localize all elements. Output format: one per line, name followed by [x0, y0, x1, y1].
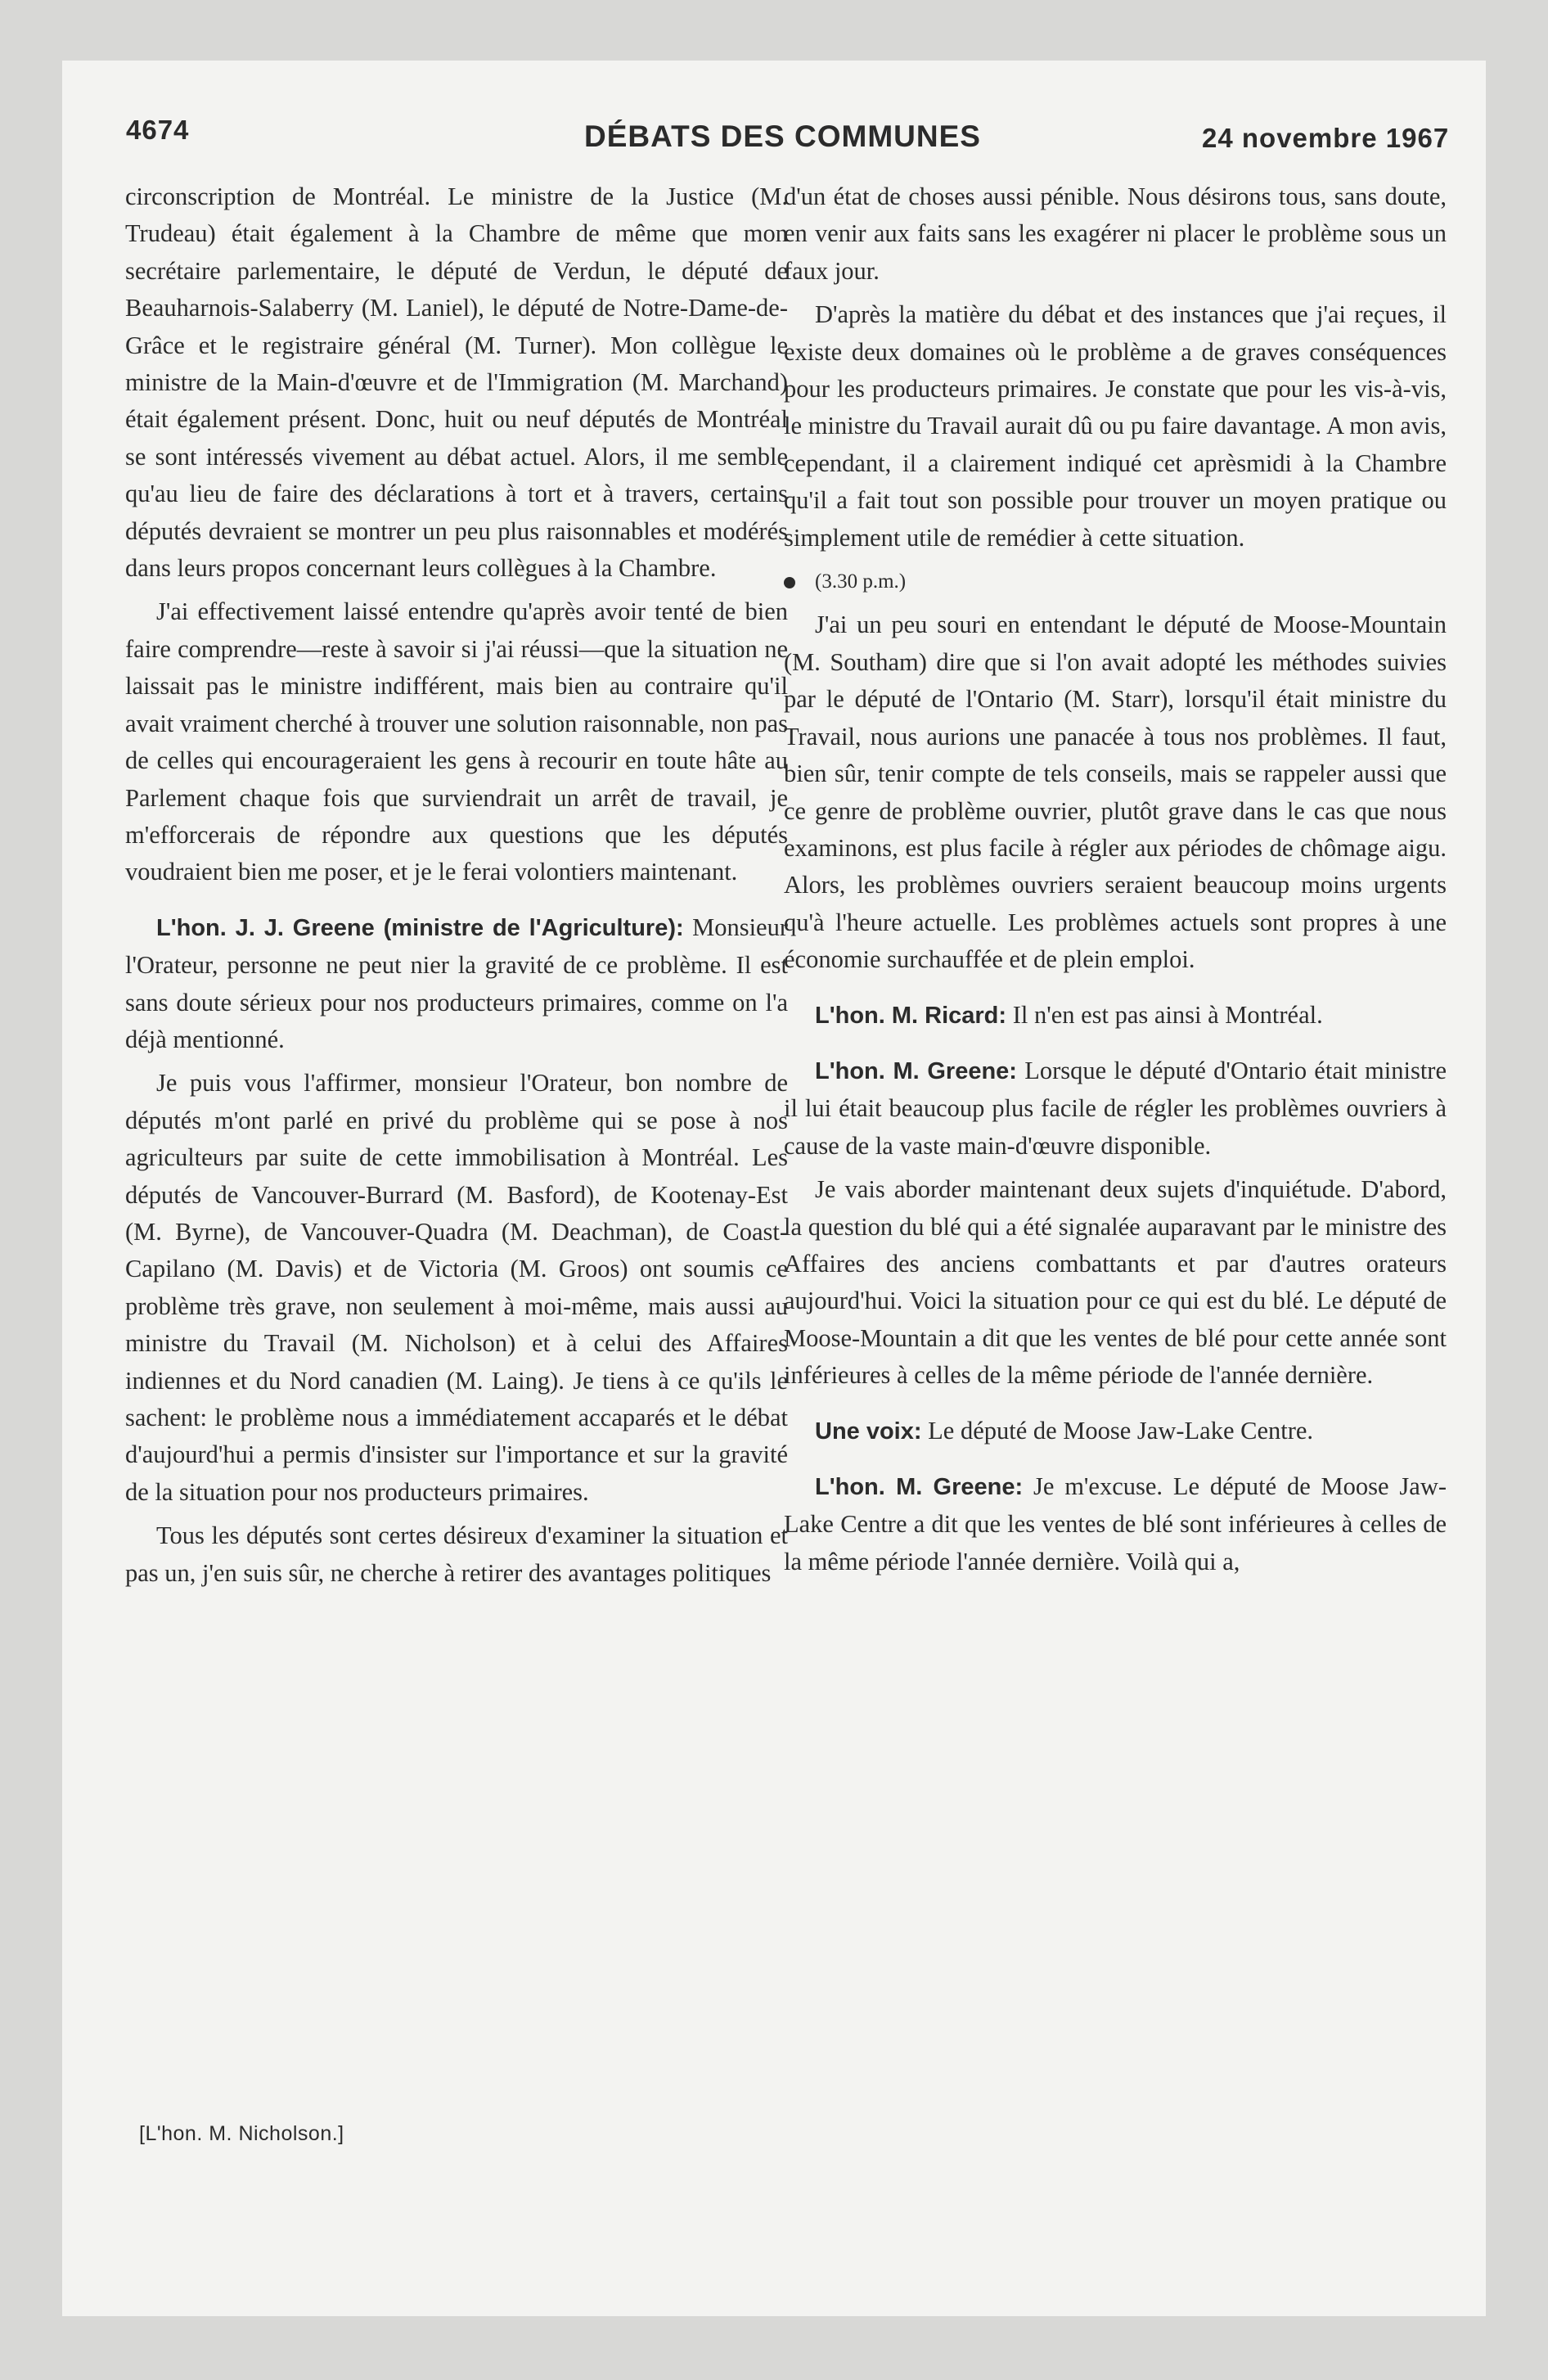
page-header — [67, 115, 1483, 164]
page-number: 4674 — [126, 115, 190, 145]
left-column — [125, 178, 788, 1592]
speech-text: Le député de Moose Jaw-Lake Centre. — [928, 1416, 1314, 1445]
speech-greene — [784, 1053, 1447, 1165]
speech-voice — [784, 1413, 1447, 1450]
time-marker — [784, 563, 1447, 600]
speech-text: Il n'en est pas ainsi à Montréal. — [1012, 1000, 1323, 1029]
speaker-name: L'hon. M. Greene: — [815, 1057, 1017, 1084]
paragraph: Tous les députés sont certes désireux d'examiner la situation et pas un, j'en suis sûr, ne cherche à retirer des avantages politiques — [125, 1521, 788, 1587]
paragraph: Je puis vous l'affirmer, monsieur l'Orateur, bon nombre de députés m'ont parlé en privé du problème qui se pose à nos agriculteurs par suite de cette immobilisation à Montréal. Les députés de Vancouver-Burrard (M. Basford), de Kootenay-Est (M. Byrne), de Vancouver-Quadra (M. Deachman), de Coast-Capilano (M. Davis) et de Victoria (M. Groos) ont soumis ce problème très grave, non seulement à moi-même, mais aussi au ministre du Travail (M. Nicholson) et à celui des Affaires indiennes et du Nord canadien (M. Laing). Je tiens à ce qu'ils le sachent: le problème nous a immédiatement accaparés et le débat d'aujourd'hui a permis d'insister sur l'importance et sur la gravité de la situation pour nos producteurs primaires. — [125, 1069, 788, 1506]
speaker-name: L'hon. J. J. Greene (ministre de l'Agriculture): — [156, 914, 684, 941]
speech-ricard — [784, 997, 1447, 1034]
speech-text: Monsieur l'Orateur, personne ne peut nier la gravité de ce problème. Il est sans doute sérieux pour nos producteurs primaires, comme on l'a déjà mentionné. — [125, 913, 789, 1053]
bullet-icon — [784, 577, 795, 588]
speaker-footnote: [L'hon. M. Nicholson.] — [139, 2122, 344, 2145]
speaker-name: L'hon. M. Ricard: — [815, 1002, 1007, 1029]
speech-greene — [125, 909, 788, 1059]
paragraph: J'ai un peu souri en entendant le député de Moose-Mountain (M. Southam) dire que si l'on avait adopté les méthodes suivies par le député de l'Ontario (M. Starr), lorsqu'il était ministre du Travail, nous aurions une panacée à tous nos problèmes. Il faut, bien sûr, tenir compte de tels conseils, mais se rappeler aussi que ce genre de problème ouvrier, plutôt grave dans le cas que nous examinons, est plus facile à régler aux périodes de chômage aigu. Alors, les problèmes ouvriers seraient beaucoup moins urgents qu'à l'heure actuelle. Les problèmes actuels sont propres à une économie surchauffée et de plein emploi. — [784, 611, 1447, 974]
right-column — [784, 178, 1447, 1580]
speech-greene — [784, 1468, 1447, 1580]
time-stamp-text: (3.30 p.m.) — [815, 570, 907, 593]
speech-text: Je m'excuse. Le député de Moose Jaw-Lake Centre a dit que les ventes de blé sont inférieures à celles de la même période l'année dernière. Voilà qui a, — [784, 1472, 1447, 1575]
header-date: 24 novembre 1967 — [1202, 123, 1450, 153]
speaker-name: Une voix: — [815, 1418, 922, 1445]
paragraph: d'un état de choses aussi pénible. Nous désirons tous, sans doute, en venir aux faits sans les exagérer ni placer le problème sous un faux jour. — [784, 183, 1447, 285]
paragraph: D'après la matière du débat et des instances que j'ai reçues, il existe deux domaines où le problème a de graves conséquences pour les producteurs primaires. Je constate que pour les vis-à-vis, le ministre du Travail aurait dû ou pu faire davantage. A mon avis, cependant, il a clairement indiqué cet aprèsmidi à la Chambre qu'il a fait tout son possible pour trouver un moyen pratique ou simplement utile de remédier à cette situation. — [784, 300, 1447, 552]
paragraph: J'ai effectivement laissé entendre qu'après avoir tenté de bien faire comprendre—reste à savoir si j'ai réussi—que la situation ne laissait pas le ministre indifférent, mais bien au contraire qu'il avait vraiment cherché à trouver une solution raisonnable, non pas de celles qui encourageraient les gens à recourir en toute hâte au Parlement chaque fois que surviendrait un arrêt de travail, je m'efforcerais de répondre aux questions que les députés voudraient bien me poser, et je le ferai volontiers maintenant. — [125, 597, 788, 886]
paragraph: circonscription de Montréal. Le ministre de la Justice (M. Trudeau) était également à la Chambre de même que mon secrétaire parlementaire, le député de Verdun, le député de Beauharnois-Salaberry (M. Laniel), le député de Notre-Dame-de-Grâce et le registraire général (M. Turner). Mon collègue le ministre de la Main-d'œuvre et de l'Immigration (M. Marchand) était également présent. Donc, huit ou neuf députés de Montréal se sont intéressés vivement au débat actuel. Alors, il me semble qu'au lieu de faire des déclarations à tort et à travers, certains députés devraient se montrer un peu plus raisonnables et modérés dans leurs propos concernant leurs collègues à la Chambre. — [125, 183, 788, 583]
speech-text: Lorsque le député d'Ontario était ministre il lui était beaucoup plus facile de régler les problèmes ouvriers à cause de la vaste main-d'œuvre disponible. — [784, 1056, 1447, 1160]
speaker-name: L'hon. M. Greene: — [815, 1474, 1024, 1500]
paragraph: Je vais aborder maintenant deux sujets d'inquiétude. D'abord, la question du blé qui a été signalée auparavant par le ministre des Affaires des anciens combattants et par d'autres orateurs aujourd'hui. Voici la situation pour ce qui est du blé. Le député de Moose-Mountain a dit que les ventes de blé pour cette année sont inférieures à celles de la même période de l'année dernière. — [784, 1175, 1447, 1390]
running-title: DÉBATS DES COMMUNES — [584, 119, 981, 153]
